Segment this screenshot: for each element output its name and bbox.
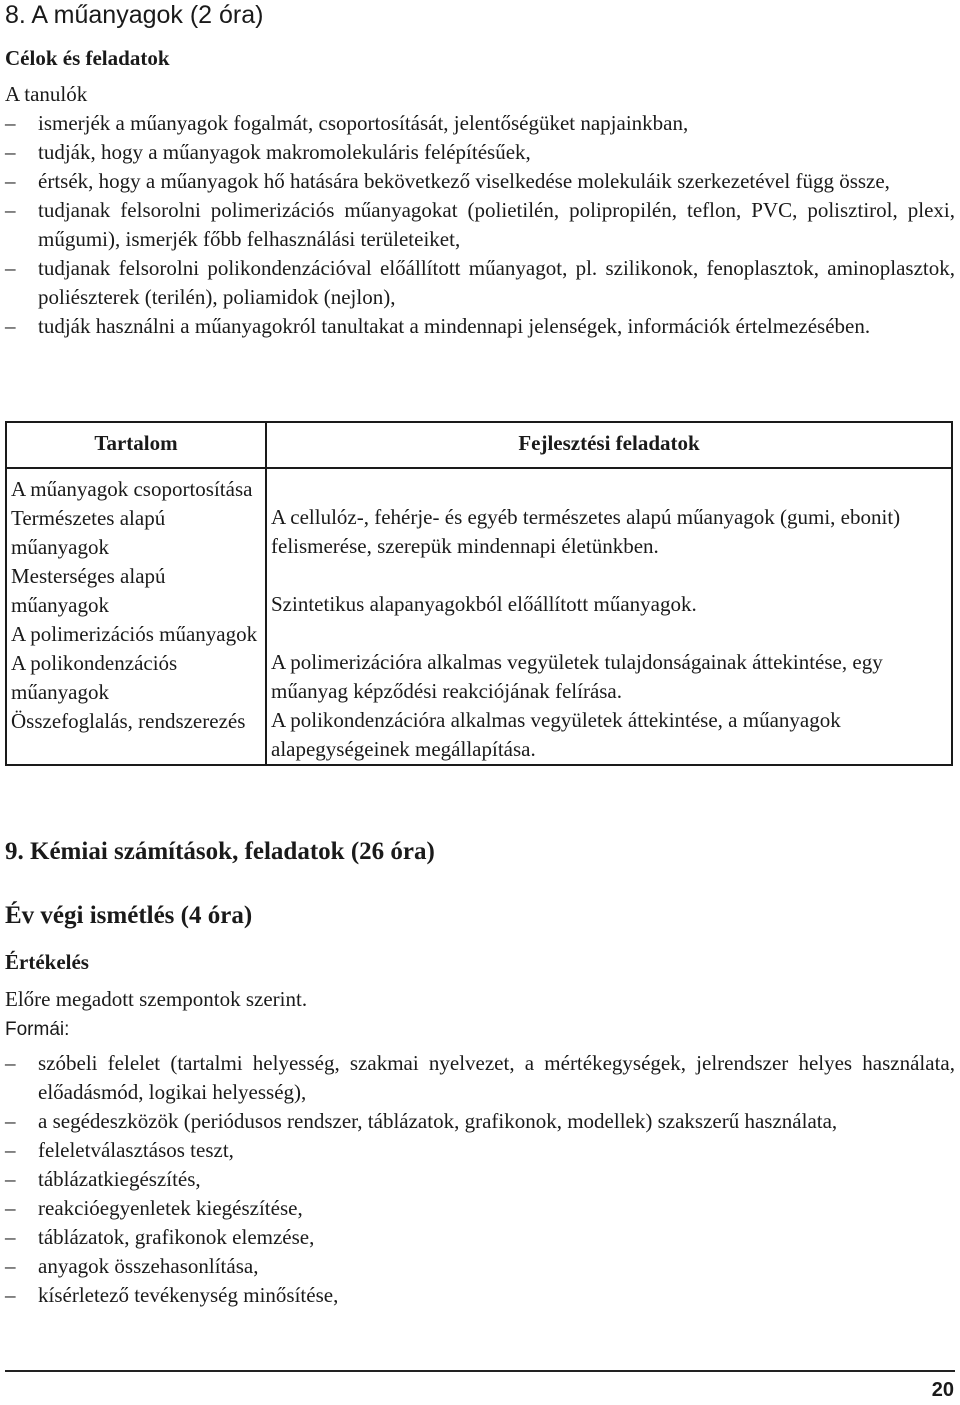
review-title: Év végi ismétlés (4 óra) [5,902,253,929]
content-item: Mesterséges alapú műanyagok [11,564,166,617]
content-item: A műanyagok csoportosítása [11,477,253,501]
evaluation-criteria: Előre megadott szempontok szerint. [5,987,308,1011]
content-item: A polimerizációs műanyagok [11,622,258,646]
form-item: – a segédeszközök (periódusos rendszer, táblázatok, grafikonok, modellek) szakszerű használata, [5,1107,955,1136]
form-item: – reakcióegyenletek kiegészítése, [5,1194,955,1223]
form-item: – kísérletező tevékenység minősítése, [5,1281,955,1310]
goal-item: – tudják, hogy a műanyagok makromolekuláris felépítésűek, [5,138,955,167]
content-column-header: Tartalom [6,422,266,468]
forms-label: Formái: [5,1019,70,1040]
goal-item: – tudják használni a műanyagokról tanultakat a mindennapi jelenségek, információk értelmezésében. [5,312,955,341]
development-item: Szintetikus alapanyagokból előállított műanyagok. [271,592,697,616]
content-cell [6,468,266,765]
form-item: – táblázatkiegészítés, [5,1165,955,1194]
goals-heading: Célok és feladatok [5,46,170,70]
goals-intro: A tanulók [5,82,88,106]
content-item: A polikondenzációs műanyagok [11,651,178,704]
content-item: Természetes alapú műanyagok [11,506,166,559]
forms-list [5,1049,955,1310]
development-cell [266,468,952,765]
goals-list [5,109,955,341]
goal-item: – ismerjék a műanyagok fogalmát, csoportosítását, jelentőségüket napjainkban, [5,109,955,138]
form-item: – táblázatok, grafikonok elemzése, [5,1223,955,1252]
content-table [5,421,953,766]
goal-item: – tudjanak felsorolni polimerizációs műanyagokat (polietilén, polipropilén, teflon, PVC, polisztirol, plexi, műgumi), ismerjék főbb felhasználási területeiket, [5,196,955,254]
development-item: A polimerizációra alkalmas vegyületek tulajdonságainak áttekintése, egy műanyag képződési reakciójának felírása. [271,650,883,703]
goal-item: – értsék, hogy a műanyagok hő hatására bekövetkező viselkedése molekuláik szerkezetével függ össze, [5,167,955,196]
development-item: A cellulóz-, fehérje- és egyéb természetes alapú műanyagok (gumi, ebonit) felismerése, szerepük mindennapi életünkben. [271,505,901,558]
form-item: – feleletválasztásos teszt, [5,1136,955,1165]
development-column-header: Fejlesztési feladatok [266,422,952,468]
form-item: – szóbeli felelet (tartalmi helyesség, szakmai nyelvezet, a mértékegységek, jelrendszer helyes használata, előadásmód, logikai helyesség), [5,1049,955,1107]
development-item: A polikondenzációra alkalmas vegyületek áttekintése, a műanyagok alapegységeinek megállapítása. [271,708,841,761]
page-number: 20 [931,1379,954,1401]
evaluation-heading: Értékelés [5,950,89,974]
footer-divider [5,1370,955,1372]
section-9-title: 9. Kémiai számítások, feladatok (26 óra) [5,838,435,865]
goal-item: – tudjanak felsorolni polikondenzációval előállított műanyagot, pl. szilikonok, fenoplasztok, aminoplasztok, poliészterek (terilén), poliamidok (nejlon), [5,254,955,312]
form-item: – anyagok összehasonlítása, [5,1252,955,1281]
content-item: Összefoglalás, rendszerezés [11,709,246,733]
section-8-title: 8. A műanyagok (2 óra) [5,1,264,29]
